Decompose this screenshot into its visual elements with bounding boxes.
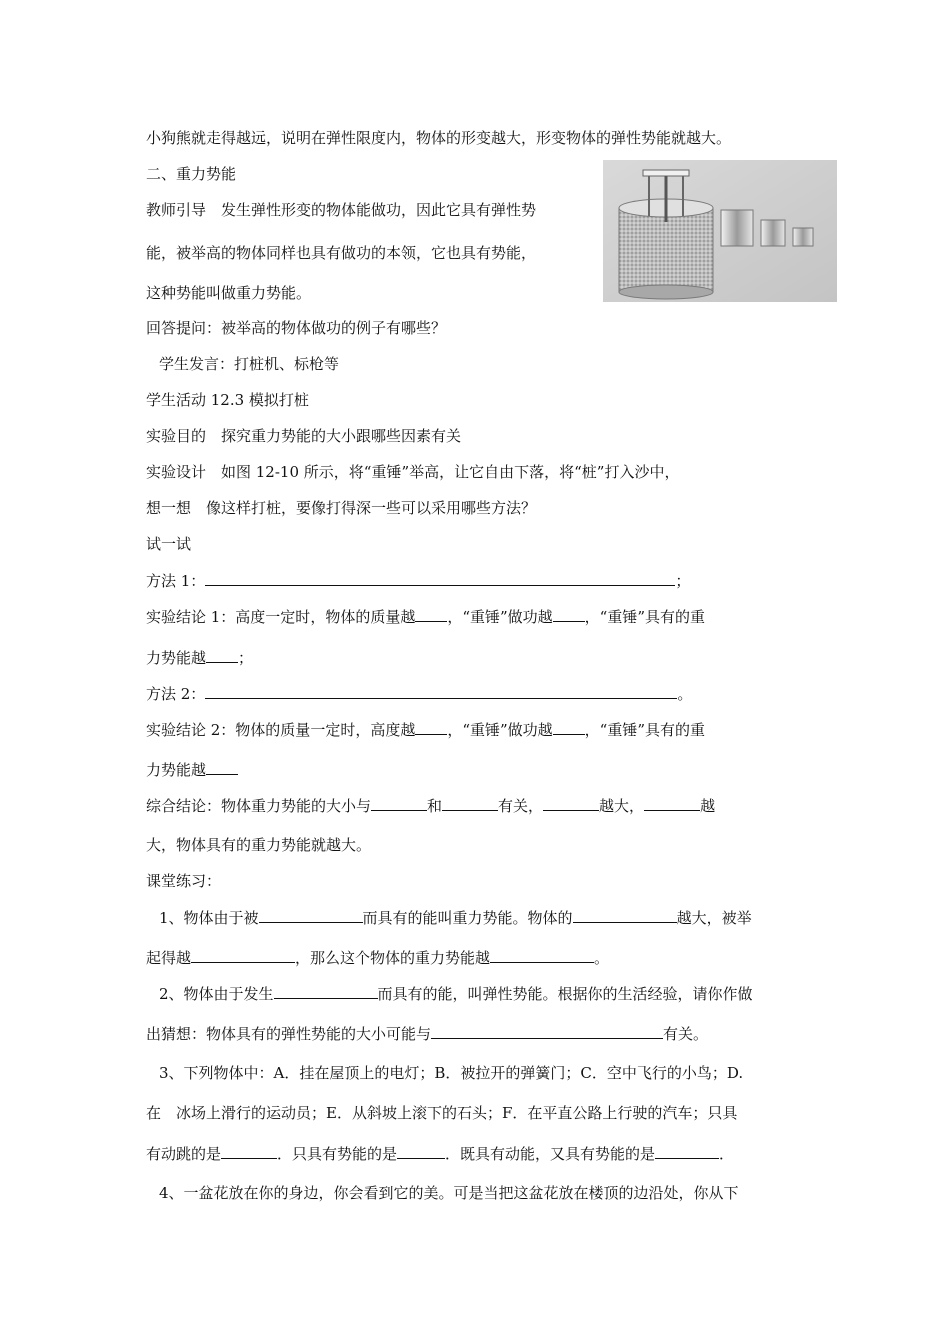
text-line: 试一试 xyxy=(146,535,192,553)
text-line: 教师引导 发生弹性形变的物体能做功，因此它具有弹性势 xyxy=(146,201,537,219)
text-line: 这种势能叫做重力势能。 xyxy=(146,284,312,302)
fill-blank[interactable] xyxy=(442,795,498,811)
fill-blank[interactable] xyxy=(221,1143,277,1159)
text-line: 力势能越 xyxy=(146,759,238,780)
text-line: 回答提问：被举高的物体做功的例子有哪些？ xyxy=(146,319,447,337)
fill-blank[interactable] xyxy=(206,647,238,663)
fill-blank[interactable] xyxy=(490,947,594,963)
text-line: 想一想 像这样打桩，要像打得深一些可以采用哪些方法？ xyxy=(146,499,537,517)
fill-blank[interactable] xyxy=(543,795,599,811)
fill-blank[interactable] xyxy=(573,907,677,923)
text-line: 力势能越 ； xyxy=(146,649,254,667)
fill-blank[interactable] xyxy=(397,1143,445,1159)
method-2-line: 方法 2： 。 xyxy=(146,685,693,703)
fill-blank[interactable] xyxy=(205,570,675,586)
fill-blank[interactable] xyxy=(553,719,585,735)
fill-blank[interactable] xyxy=(415,606,447,622)
text-line: 能，被举高的物体同样也具有做功的本领，它也具有势能， xyxy=(146,244,537,262)
text-line: 大，物体具有的重力势能就越大。 xyxy=(146,836,372,854)
text-line: 出猜想：物体具有的弹性势能的大小可能与 有关。 xyxy=(146,1025,709,1043)
text-line: 在 冰场上滑行的运动员；E．从斜坡上滚下的石头；F．在平直公路上行驶的汽车；只具 xyxy=(146,1104,738,1122)
fill-blank[interactable] xyxy=(259,907,363,923)
text-line: 学生活动 12.3 模拟打桩 xyxy=(146,391,309,409)
exercise-1-line: 1、物体由于被 而具有的能叫重力势能。物体的 越大，被举 xyxy=(159,909,752,927)
text-line: 有动跳的是 ．只具有势能的是 ．既具有动能，又具有势能的是 ． xyxy=(146,1145,735,1163)
method-1-line: 方法 1： ； xyxy=(146,572,691,590)
fill-blank[interactable] xyxy=(191,947,295,963)
fill-blank[interactable] xyxy=(431,1023,663,1039)
fill-blank[interactable] xyxy=(415,719,447,735)
fill-blank[interactable] xyxy=(371,795,427,811)
exercise-4-line: 4、一盆花放在你的身边，你会看到它的美。可是当把这盆花放在楼顶的边沿处，你从下 xyxy=(159,1184,739,1202)
exercise-3-line: 3、下列物体中：A．挂在屋顶上的电灯；B．被拉开的弹簧门；C．空中飞行的小鸟；D. xyxy=(159,1064,744,1082)
fill-blank[interactable] xyxy=(206,759,238,775)
conclusion-1-line: 实验结论 1：高度一定时，物体的质量越 ，“重锤”做功越 ，“重锤”具有的重 xyxy=(146,608,706,626)
fill-blank[interactable] xyxy=(205,683,677,699)
text-line: 小狗熊就走得越远，说明在弹性限度内，物体的形变越大，形变物体的弹性势能就越大。 xyxy=(146,129,732,147)
fill-blank[interactable] xyxy=(274,983,378,999)
fill-blank[interactable] xyxy=(655,1143,719,1159)
conclusion-2-line: 实验结论 2：物体的质量一定时，高度越 ，“重锤”做功越 ，“重锤”具有的重 xyxy=(146,721,706,739)
text-line: 起得越 ，那么这个物体的重力势能越 。 xyxy=(146,949,610,967)
text-line: 学生发言：打桩机、标枪等 xyxy=(159,355,340,373)
section-heading: 课堂练习： xyxy=(146,872,222,890)
summary-line: 综合结论：物体重力势能的大小与 和 有关， 越大， 越 xyxy=(146,797,716,815)
text-line: 实验设计 如图 12-10 所示，将“重锤”举高，让它自由下落，将“桩”打入沙中， xyxy=(146,463,680,481)
exercise-2-line: 2、物体由于发生 而具有的能，叫弹性势能。根据你的生活经验，请你作做 xyxy=(159,985,753,1003)
fill-blank[interactable] xyxy=(553,606,585,622)
section-heading: 二、重力势能 xyxy=(146,165,237,183)
pile-driving-apparatus-figure xyxy=(603,160,837,302)
text-line: 实验目的 探究重力势能的大小跟哪些因素有关 xyxy=(146,427,462,445)
fill-blank[interactable] xyxy=(644,795,700,811)
